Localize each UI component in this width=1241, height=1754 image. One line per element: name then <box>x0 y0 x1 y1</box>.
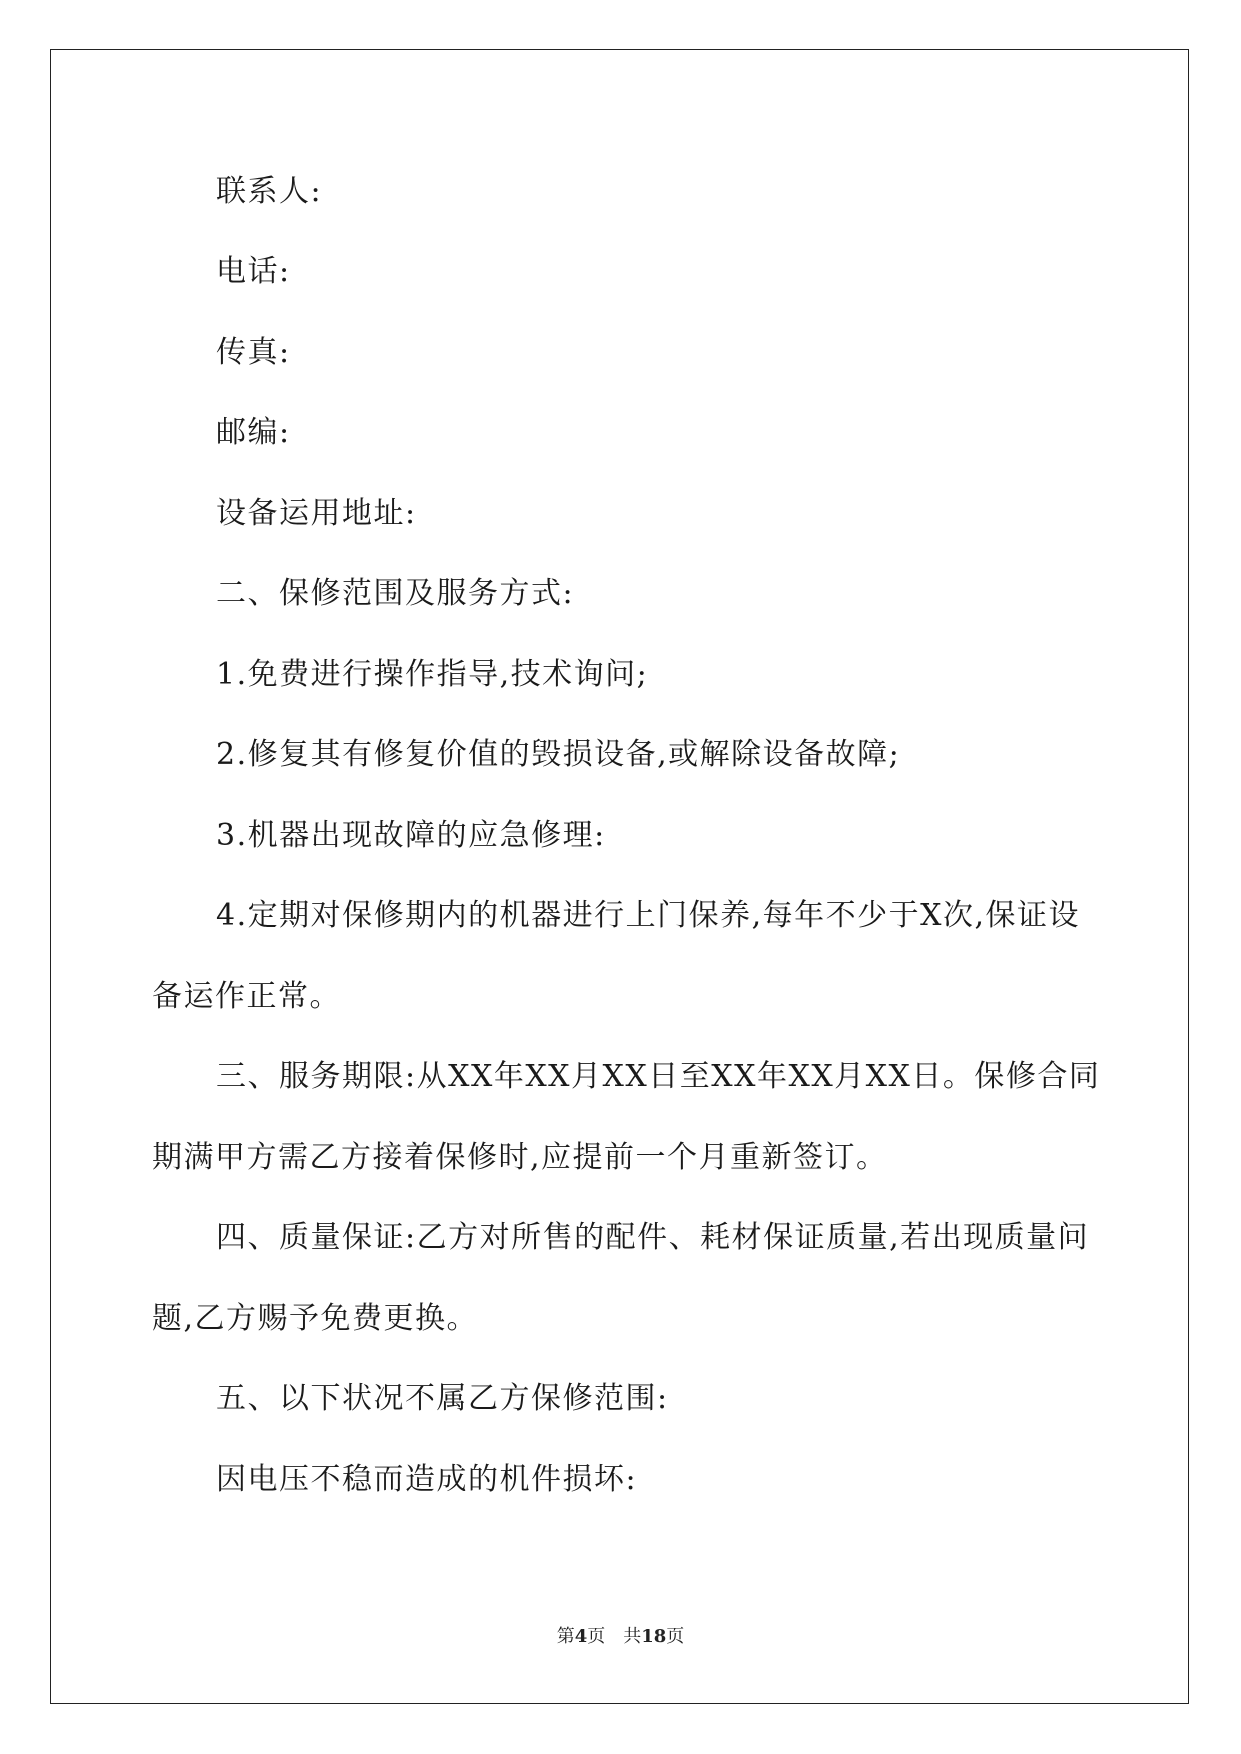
page-prefix: 第 <box>556 1626 575 1647</box>
section-4-paragraph-continued: 题,乙方赐予免费更换。 <box>152 1301 479 1336</box>
exclusion-item-1: 因电压不稳而造成的机件损坏: <box>216 1462 638 1497</box>
fax-label: 传真: <box>216 335 291 370</box>
page-footer <box>0 1622 1241 1648</box>
service-item-3: 3.机器出现故障的应急修理: <box>216 818 606 853</box>
section-3-paragraph: 三、服务期限:从XX年XX月XX日至XX年XX月XX日。保修合同 <box>216 1059 1101 1094</box>
service-item-1: 1.免费进行操作指导,技术询问; <box>216 657 649 692</box>
total-prefix: 共 <box>623 1626 642 1647</box>
total-suffix: 页 <box>666 1626 685 1647</box>
phone-label: 电话: <box>216 254 291 289</box>
total-pages: 18 <box>641 1626 667 1647</box>
contact-person-label: 联系人: <box>216 174 323 209</box>
equipment-address-label: 设备运用地址: <box>216 496 417 531</box>
section-5-heading: 五、以下状况不属乙方保修范围: <box>216 1381 669 1416</box>
section-2-heading: 二、保修范围及服务方式: <box>216 576 575 611</box>
service-item-4-continued: 备运作正常。 <box>152 979 341 1014</box>
postcode-label: 邮编: <box>216 415 291 450</box>
service-item-2: 2.修复其有修复价值的毁损设备,或解除设备故障; <box>216 737 901 772</box>
section-3-paragraph-continued: 期满甲方需乙方接着保修时,应提前一个月重新签订。 <box>152 1140 888 1175</box>
section-4-paragraph: 四、质量保证:乙方对所售的配件、耗材保证质量,若出现质量问 <box>216 1220 1090 1255</box>
service-item-4: 4.定期对保修期内的机器进行上门保养,每年不少于X次,保证设 <box>216 898 1081 933</box>
page-suffix: 页 <box>587 1626 606 1647</box>
page-number: 4 <box>574 1626 588 1647</box>
